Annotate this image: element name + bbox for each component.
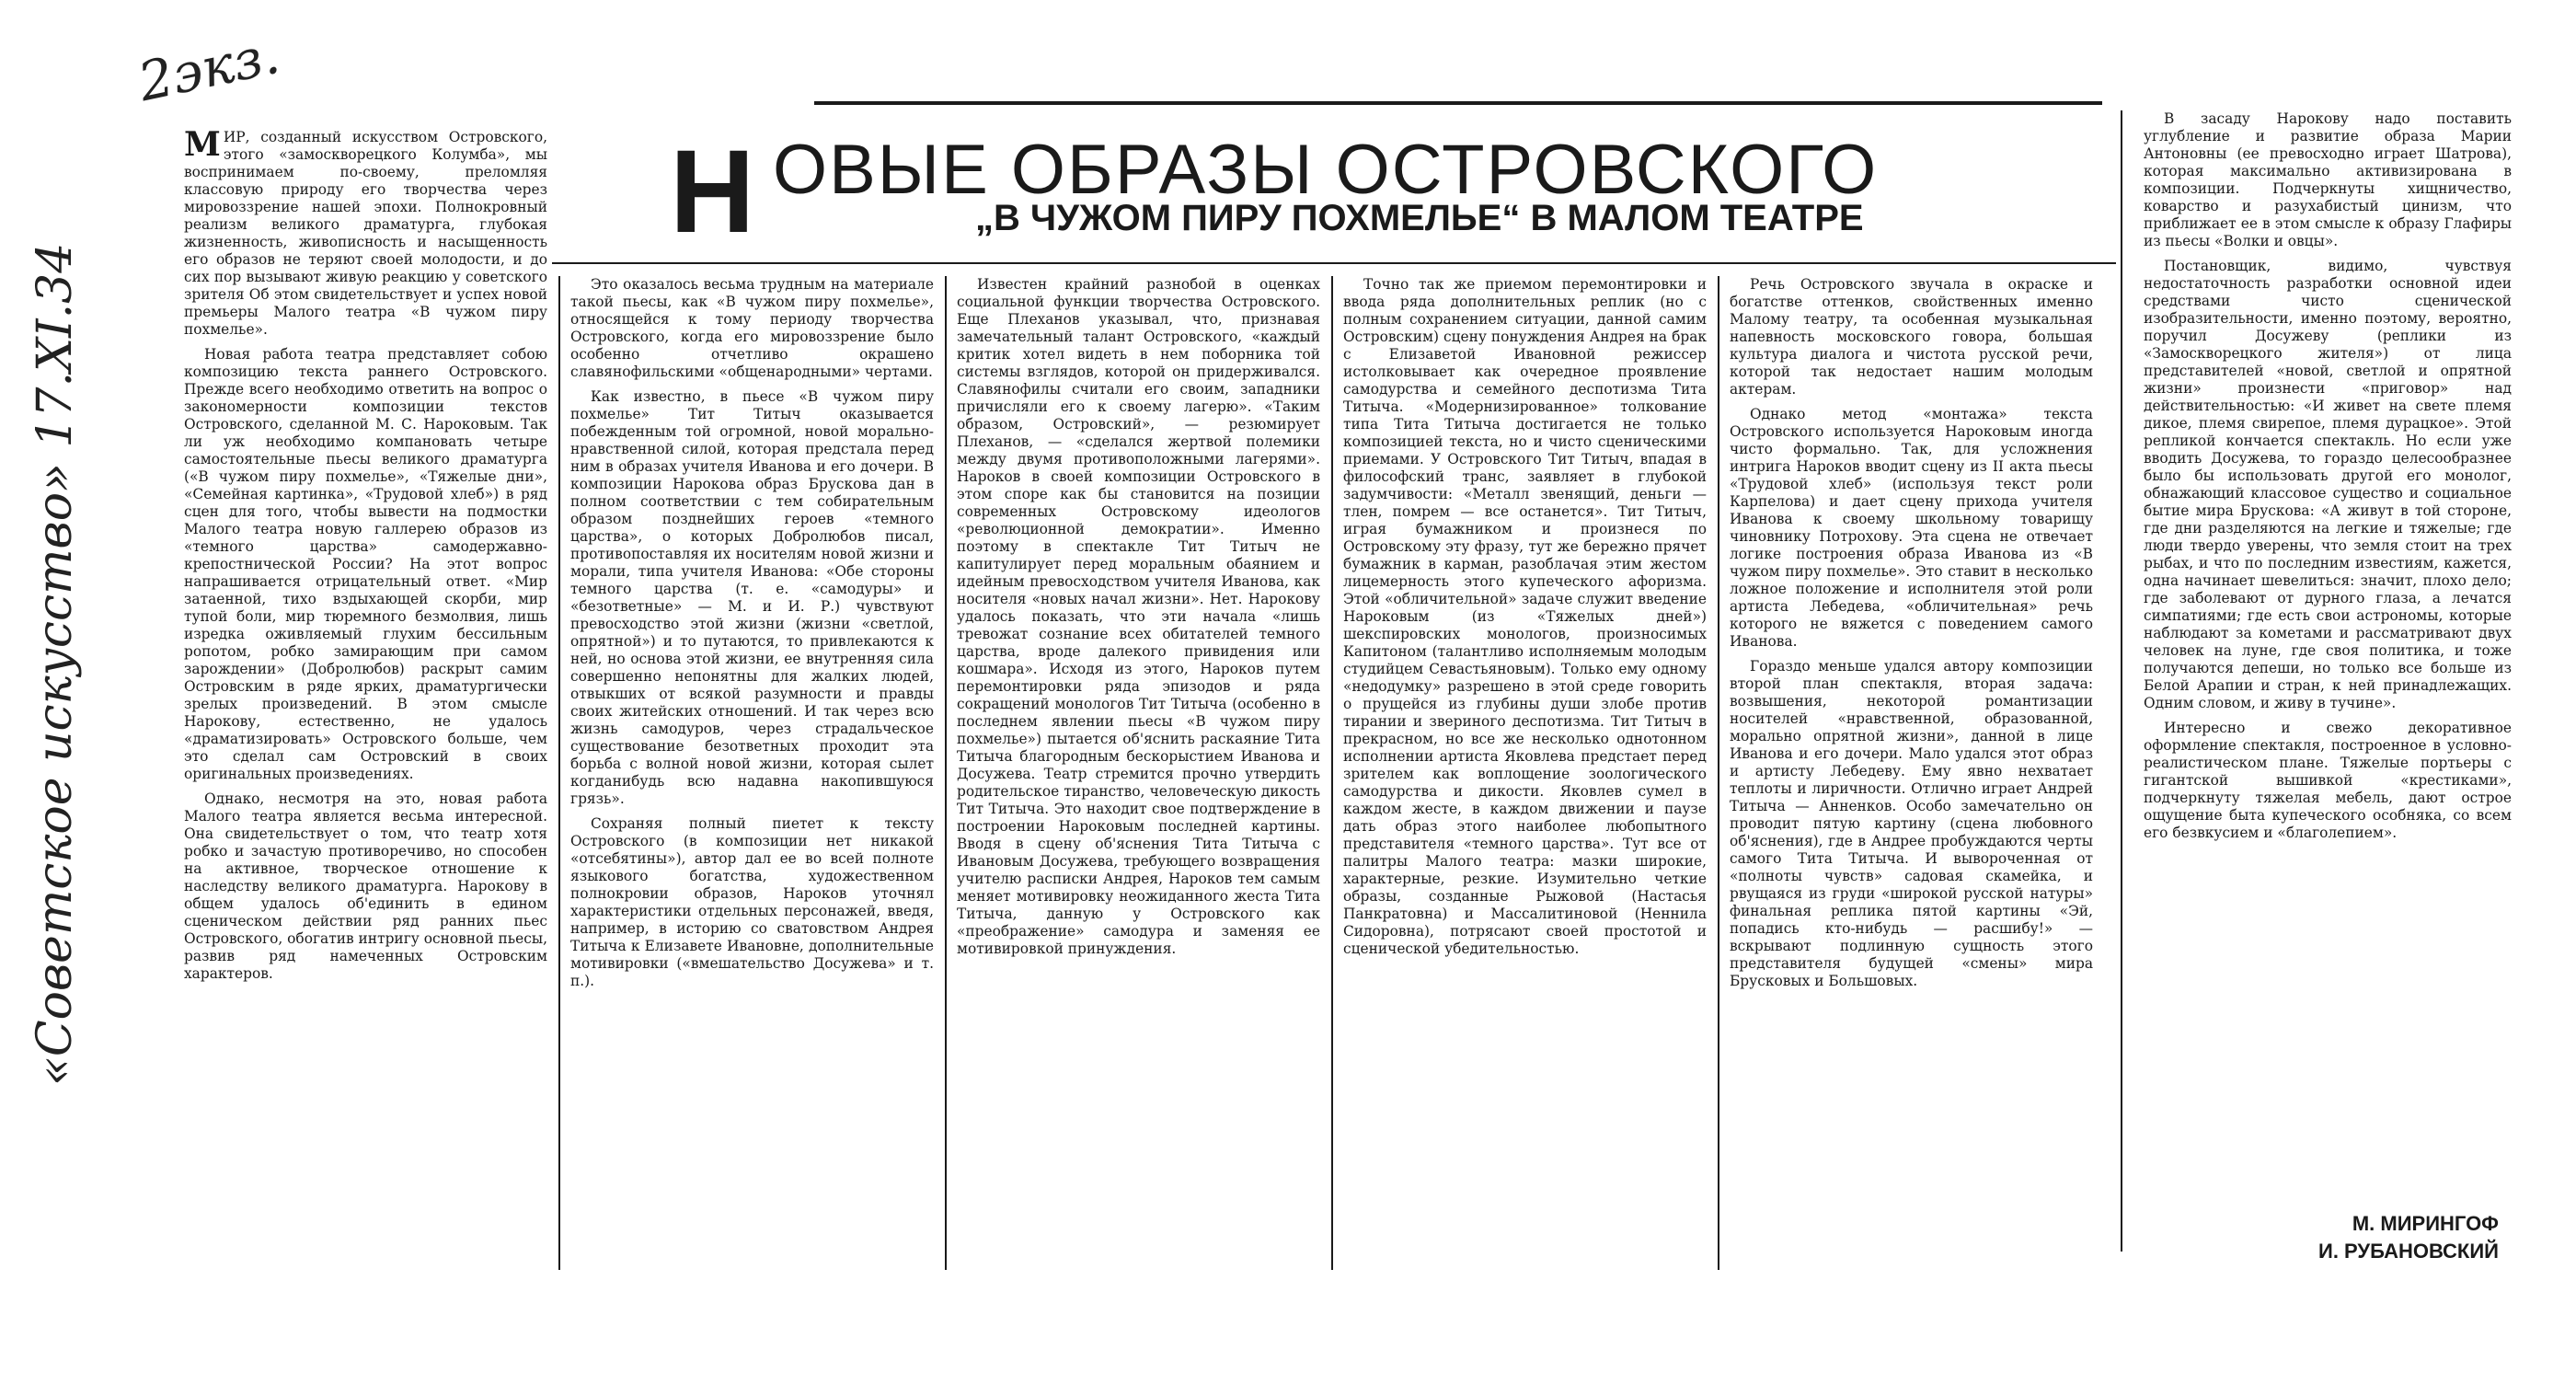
article-column-3: [957, 276, 1320, 1270]
headline-bottom-rule: [552, 262, 2116, 264]
paragraph: Новая работа театра представляет собою композицию текста раннего Островского. Прежде всего необходимо ответить на вопрос о закономерности композиции текстов Островского, сделанной М. С. Нароковым. Так ли уж необходимо компановать четыре самостоятельные пьесы великого драматурга («В чужом пиру похмелье», «Тяжелые дни», «Семейная картинка», «Трудовой хлеб») в ряд сцен для того, чтобы вывести на подмостки Малого театра новую галлерею образов из «темного царства» самодержавно-крепостнической России? На этот вопрос напрашивается отрицательный ответ. «Мир затаенной, тихо вздыхающей скорби, мир тупой боли, мир тюремного безмолвия, лишь изредка оживляемый глухим бессильным ропотом, робко замирающим при самом зарождении» (Добролюбов) раскрыт самим Островским в ряде ярких, драматургически зрелых произведений. В этом смысле Нарокову, естественно, не удалось «драматизировать» Островского больше, чем это сделал сам Островский в своих оригинальных произведениях.: [184, 346, 547, 782]
paragraph: МИР, созданный искусством Островского, этого «замоскворецкого Колумба», мы воспринимаем по-своему, преломляя классовую природу его творчества через мировоззрение нашей эпохи. Полнокровный реализм великого драматурга, глубокая жизненность, живописность и насыщенность его образов не теряют своей молодости, и до сих пор вызывают живую реакцию у советского зрителя Об этом свидетельствует и успех новой премьеры Малого театра «В чужом пиру похмелье».: [184, 125, 547, 338]
article-column-4: [1343, 276, 1707, 1270]
paragraph: Однако метод «монтажа» текста Островского используется Нароковым иногда чисто формально. Так, для усложнения интрига Нароков вводит сцену из II акта пьесы «Трудовой хлеб» (используя текст роли Карпелова) и дает сцену прихода учителя Иванова к своему школьному товарищу чиновнику Потрохову. Эта сцена не отвечает логике построения образа Иванова из «В чужом пиру похмелье». Это ставит в несколько ложное положение и исполнителя этой роли артиста Лебедева, «обличительная» речь которого не вяжется с поведением самого Иванова.: [1730, 406, 2093, 650]
column-divider: [558, 276, 560, 1270]
column-divider: [1331, 276, 1333, 1270]
paragraph: Сохраняя полный пиетет к тексту Островского (в композиции нет никакой «отсебятины»), автор дал ее во всей полноте языкового богатства, художественном полнокровии образов, Нароков уточнял характеристики отдельных персонажей, введя, например, в историю со сватовством Андрея Титыча к Елизавете Ивановне, дополнительные мотивировки («вмешательство Досужева» и т. п.).: [570, 815, 934, 989]
column-divider: [1718, 276, 1719, 1270]
column-divider: [2121, 110, 2122, 1252]
paragraph: Это оказалось весьма трудным на материале такой пьесы, как «В чужом пиру похмелье», относящейся к тому периоду творчества Островского, когда его мировоззрение было особенно отчетливо окрашено славянофильскими «общенародными» чертами.: [570, 276, 934, 380]
headline-initial: Н: [670, 126, 755, 258]
paragraph: Интересно и свежо декоративное оформление спектакля, построенное в условно-реалистическом плане. Тяжелые портьеры с гигантской вышивкой «крестиками», подчеркнуту тяжелая мебель, дают острое ощущение быта купеческого особняка, со всем его безвкусием и «благолепием».: [2144, 720, 2512, 841]
paragraph: Однако, несмотря на это, новая работа Малого театра является весьма интересной. Она свидетельствует о том, что театр хотя робко и зачастую противоречиво, но способен на активное, творческое отношение к наследству великого драматурга. Нарокову в общем удалось об'единить в едином сценическом действии ряд ранних пьес Островского, обогатив интригу основной пьесы, развив ряд намеченных Островским характеров.: [184, 790, 547, 982]
paragraph: Постановщик, видимо, чувствуя недостаточность разработки основной идеи средствами чисто сценической изобразительности, именно поэтому, вероятно, поручил Досужеву (реплики из «Замоскворецкого жителя») от лица представителей «новой, светлой и опрятной жизни» произнести «приговор» над действительностью: «И живет на свете племя дикое, племя свирепое, племя дурацкое». Этой репликой кончается спектакль. Но если уже вводить Досужева, то гораздо целесообразнее было бы использовать другой его монолог, обнажающий классовое существо и социальное бытие мира Брускова: «А живут в той стороне, где дни разделяются на легкие и тяжелые; где люди твердо уверены, что земля стоит на трех рыбах, и что по последним известиям, кажется, одна начинает шевелиться: значит, плохо дело; где заболевают от дурного глаза, а лечатся симпатиями; где есть свои астрономы, которые наблюдают за кометами и рассматривают двух человек на луне, где своя политика, и тоже получаются депеши, но только все больше из Белой Арапии и стран, к ней принадлежащих. Одним словом, и живу в тучине».: [2144, 258, 2512, 711]
paragraph: Точно так же приемом перемонтировки и ввода ряда дополнительных реплик (но с полным сохранением ситуации, данной самим Островским) сцену понуждения Андрея на брак с Елизаветой Ивановной режиссер истолковывает как очередное проявление самодурства и семейного деспотизма Тита Титыча. «Модернизированное» толкование типа Тита Титыча достигается не только композицией текста, но и чисто сценическими приемами. У Островского Тит Титыч, впадая в философский транс, заявляет в глубокой задумчивости: «Металл звенящий, деньги — тлен, помрем — все останется». Тит Титыч, играя бумажником и произнеся по Островскому эту фразу, тут же бережно прячет бумажник в карман, разоблачая этим жестом лицемерность этого купеческого афоризма. Этой «обличительной» задаче служит введение Нароковым (из «Тяжелых дней») шекспировских монологов, произносимых Капитоном (талантливо исполняемым молодым студийцем Севастьяновым). Только ему одному «недодумку» разрешено в этой среде говорить о прущейся из глубины души злобе против тирании и звериного деспотизма. Тит Титыч в прекрасном, но все же несколько однотонном исполнении артиста Яковлева предстает перед зрителем как воплощение зоологического самодурства и дикости. Яковлев сумел в каждом жесте, в каждом движении и паузе дать образ этого наиболее любопытного представителя «темного царства». Тут все от палитры Малого театра: мазки широкие, характерные, резкие. Изумительно четкие образы, созданные Рыжовой (Настасья Панкратовна) и Массалитиновой (Неннила Сидоровна), потрясают своей простотой и сценической убедительностью.: [1343, 276, 1707, 957]
paragraph: Известен крайний разнобой в оценках социальной функции творчества Островского. Еще Плеханов указывал, что, признавая замечательный талант Островского, «каждый критик хотел видеть в нем поборника той системы взглядов, которой он придерживался. Славянофилы считали его своим, западники причисляли его к своему лагерю». «Таким образом, Островский», — резюмирует Плеханов, — «сделался жертвой полемики между двумя противоположными лагерями». Нароков в своей композиции Островского в этом споре как бы становится на позиции современных Островскому идеологов «революционной демократии». Именно поэтому в спектакле Тит Титыч не капитулирует перед моральным обаянием и идейным превосходством учителя Иванова, как носителя «новых начал жизни». Нет. Нарокову удалось показать, что эти начала «лишь тревожат сознание всех обитателей темного царства, вроде далекого привидения или кошмара». Исходя из этого, Нароков путем перемонтировки ряда эпизодов и ряда сокращений монологов Тит Титыча (особенно в последнем явлении пьесы «В чужом пиру похмелье») пытается об'яснить раскаяние Тита Титыча благородным бескорыстием Иванова и Досужева. Театр стремится прочно утвердить родительское тиранство, человеческую дикость Тит Титыча. Это находит свое подтверждение в построении Нароковым последней картины. Вводя в сцену об'яснения Тита Титыча с Ивановым Досужева, требующего возвращения учителю расписки Андрея, Нароков тем самым меняет мотивировку неожиданного жеста Тита Титыча, данную у Островского как «преображение» самодура и заменяя ее мотивировкой принуждения.: [957, 276, 1320, 957]
author-signature: [2318, 1210, 2499, 1265]
handwritten-copy-mark: 2экз.: [132, 22, 285, 114]
paragraph: Речь Островского звучала в окраске и богатстве оттенков, свойственных именно Малому театру, та особенная музыкальная напевность московского говора, большая культура диалога и чистота русской речи, которой так недостает нашим молодым актерам.: [1730, 276, 2093, 398]
column-divider: [945, 276, 947, 1270]
author-name: М. МИРИНГОФ: [2352, 1212, 2499, 1235]
article-column-6: [2144, 110, 2512, 1196]
top-rule: [814, 101, 2102, 105]
headline-title: ОВЫЕ ОБРАЗЫ ОСТРОВСКОГО: [773, 131, 1879, 209]
article-column-5: [1730, 276, 2093, 1270]
headline-subtitle: „В ЧУЖОМ ПИРУ ПОХМЕЛЬЕ“ В МАЛОМ ТЕАТРЕ: [975, 198, 1864, 238]
paragraph: В засаду Нарокову надо поставить углубление и развитие образа Марии Антоновны (ее превосходно играет Шатрова), которая максимально активизирована в композиции. Подчеркнуты хищничество, коварство и разухабистый цинизм, что приближает ее в этом смысле к образу Глафиры из пьесы «Волки и овцы».: [2144, 110, 2512, 249]
article-column-1: [184, 125, 547, 1270]
article-column-2: [570, 276, 934, 1270]
handwritten-source-note: «Советское искусство» 17.XI.34: [28, 242, 83, 1086]
paragraph: Гораздо меньше удался автору композиции второй план спектакля, вторая задача: возвышения, некоторой романтизации носителей «нравственной, образованной, морально опрятной жизни», данной в лице Иванова и его дочери. Мало удался этот образ и артисту Лебедеву. Ему явно нехватает теплоты и лиричности. Отлично играет Андрей Титыча — Анненков. Особо замечательно он проводит пятую картину (сцена любовного об'яснения), где в Андрее пробуждаются черты самого Тита Титыча. И вывороченная от «полноты чувств» садовая скамейка, и рвущаяся из груди «широкой русской натуры» финальная реплика пятой картины «Эй, попадись кто-нибудь — расшибу!» — вскрывают подлинную сущность этого представителя будущей «смены» мира Брусковых и Большовых.: [1730, 658, 2093, 989]
author-name: И. РУБАНОВСКИЙ: [2318, 1240, 2499, 1263]
paragraph: Как известно, в пьесе «В чужом пиру похмелье» Тит Титыч оказывается побежденным той огромной, новой морально-нравственной силой, которая предстала перед ним в образах учителя Иванова и его дочери. В композиции Нарокова образ Брускова дан в полном соответствии с тем собирательным образом позднейших героев «темного царства», о которых Добролюбов писал, противопоставляя их носителям новой жизни и морали, типа учителя Иванова: «Обе стороны темного царства (т. е. «самодуры» и «безответные» — М. и И. Р.) чувствуют превосходство этой жизни (жизни «светлой, опрятной») и то путаются, то привлекаются к ней, но основа этой жизни, ее внутренняя сила совершенно непонятны для жалких людей, отвыкших от всякой разумности и правды своих житейских отношений. И так через всю жизнь самодуров, через страдальческое существование безответных проходит эта борьба с волной новой жизни, которая сылет когданибудь всю надавна накопившуюся грязь».: [570, 388, 934, 807]
